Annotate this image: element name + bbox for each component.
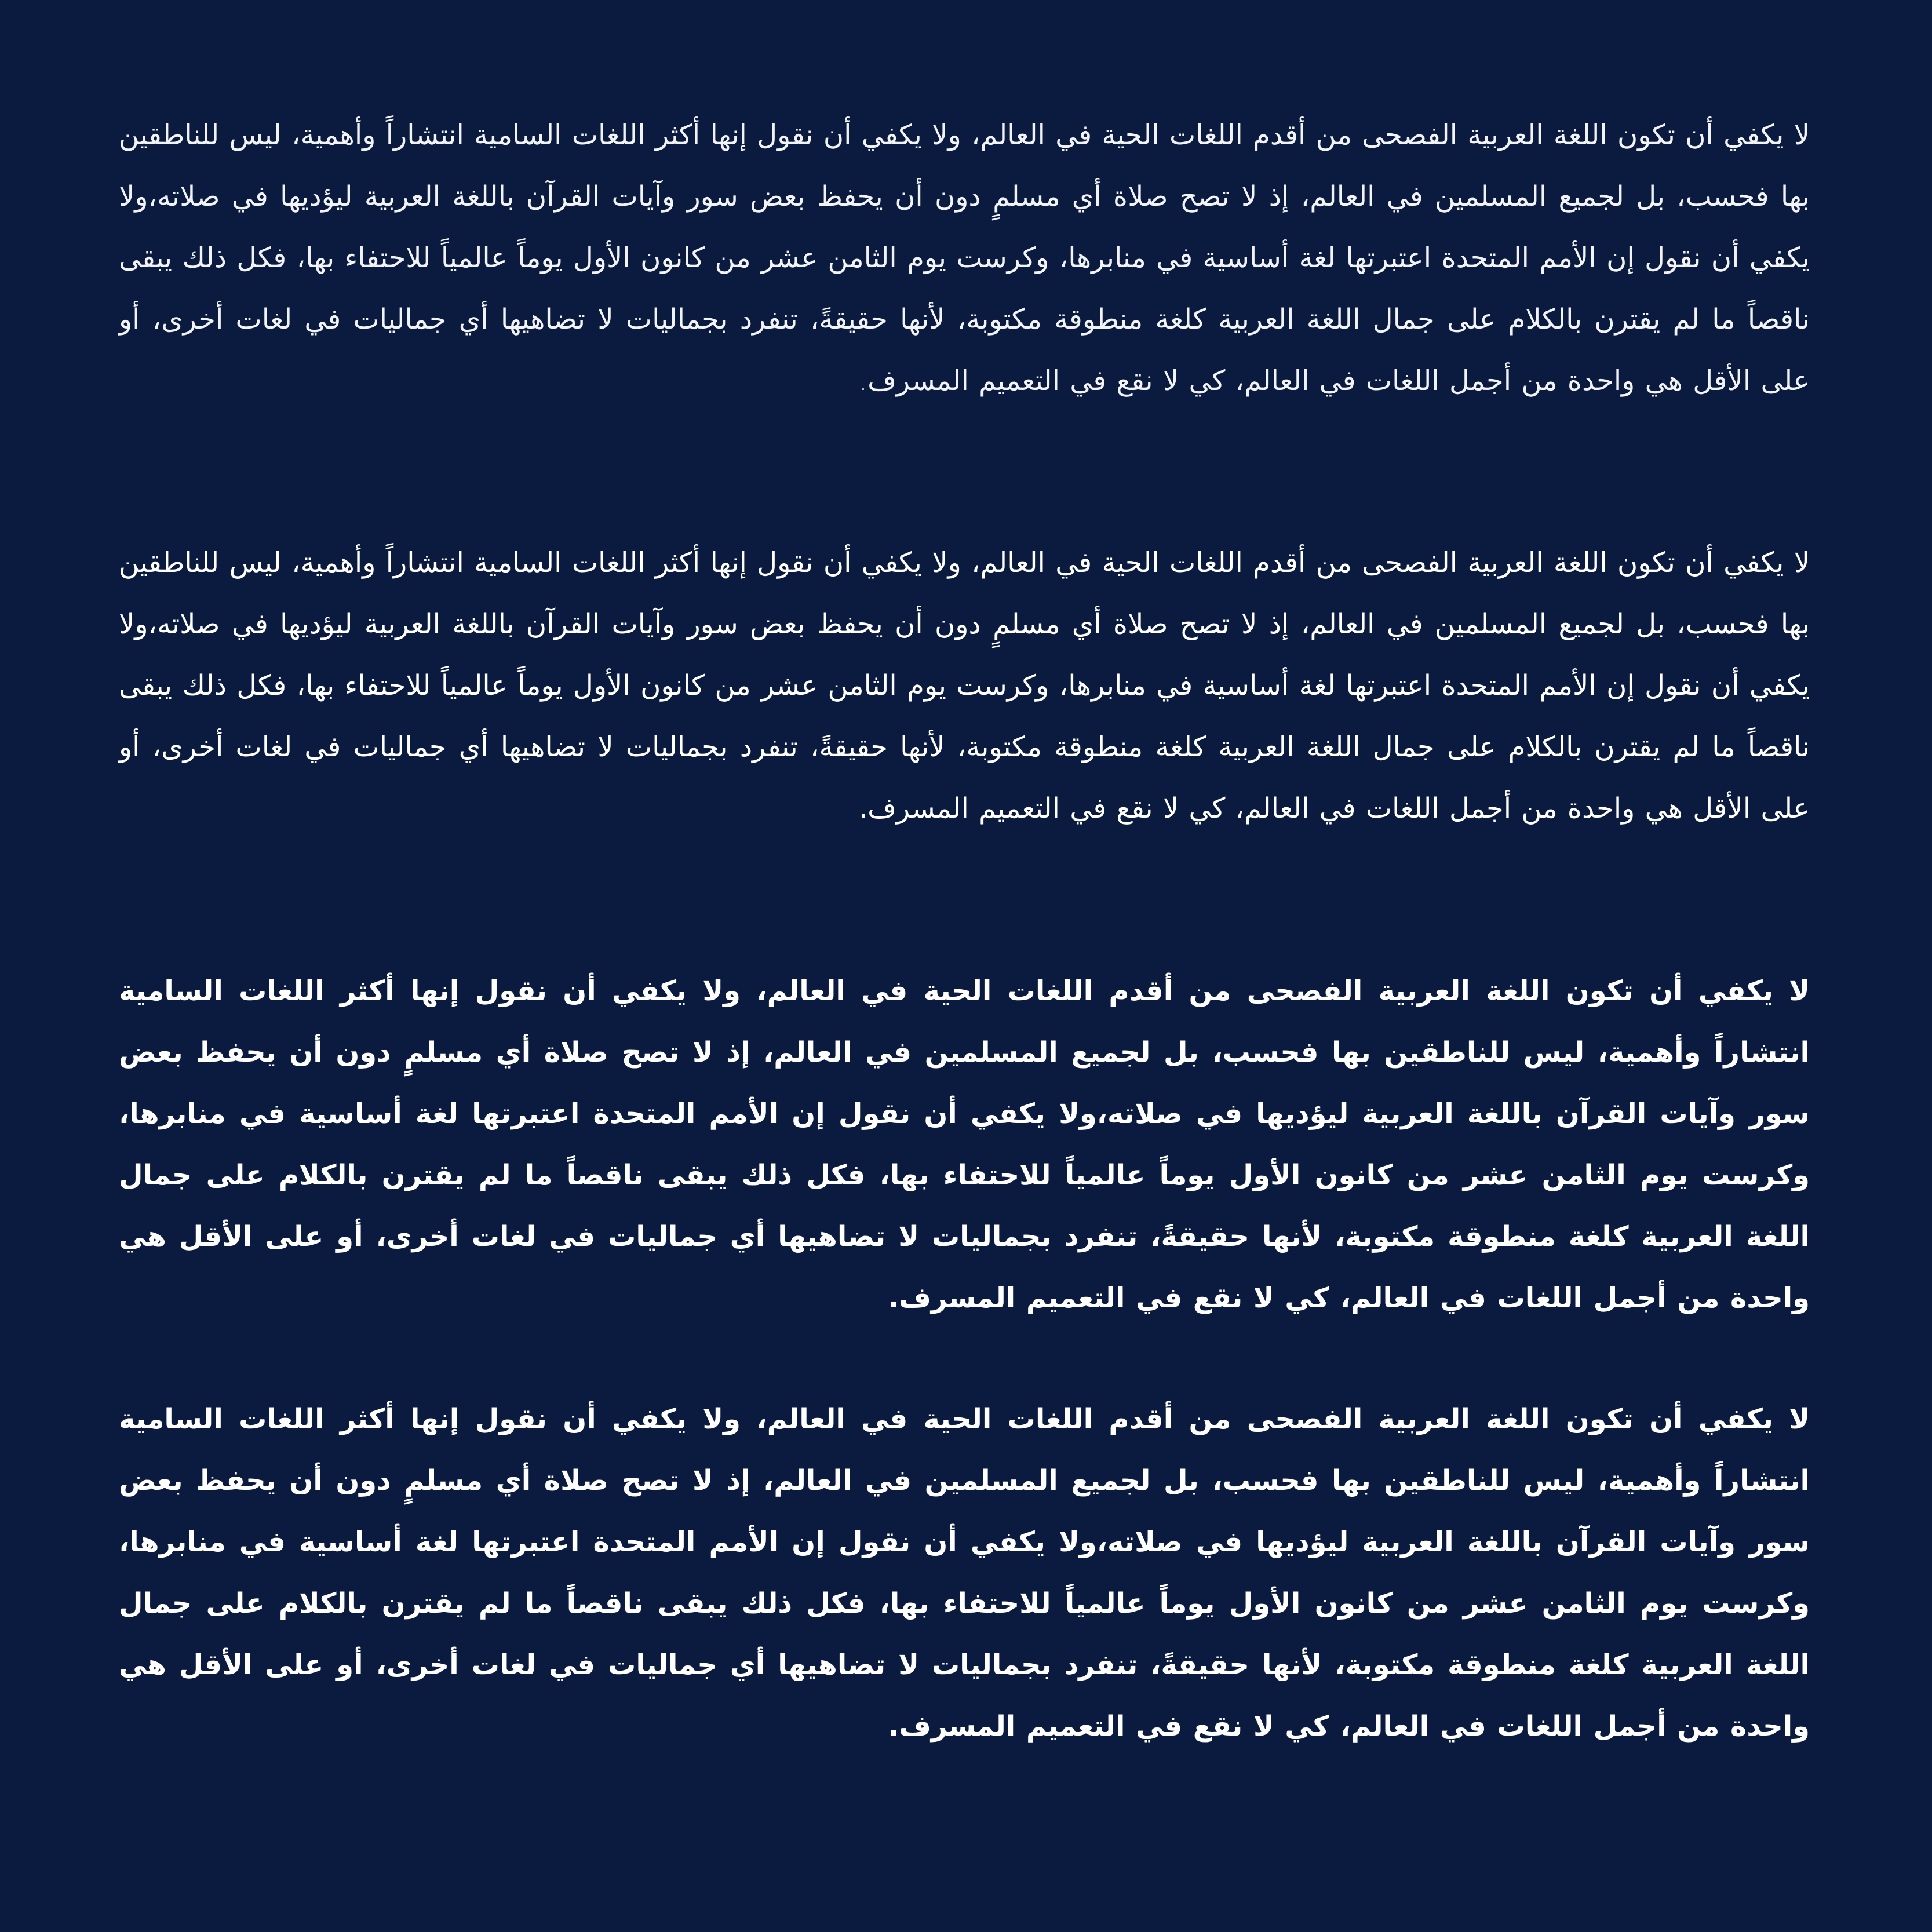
paragraph-semibold: لا يكفي أن تكون اللغة العربية الفصحى من أقدم اللغات الحية في العالم، ولا يكفي أن نقول إنها أكثر اللغات السامية انتشاراً وأهمية، ليس للناطقين بها فحسب، بل لجميع المسلمين في العالم، إذ لا تصح صلاة أي مسلمٍ دون أن يحفظ بعض سور وآيات القرآن باللغة العربية ليؤديها في صلاته،ولا يكفي أن نقول إن الأمم المتحدة اعتبرتها لغة أساسية في منابرها، وكرست يوم الثامن عشر من كانون الأول يوماً عالمياً للاحتفاء بها، فكل ذلك يبقى ناقصاً ما لم يقترن بالكلام على جمال اللغة العربية كلغة منطوقة مكتوبة، لأنها حقيقةً، تنفرد بجماليات لا تضاهيها أي جماليات في لغات أخرى، أو على الأقل هي واحدة من أجمل اللغات في العالم، كي لا نقع في التعميم المسرف. — [119, 975, 1810, 1314]
paragraph-regular: لا يكفي أن تكون اللغة العربية الفصحى من أقدم اللغات الحية في العالم، ولا يكفي أن نقول إنها أكثر اللغات السامية انتشاراً وأهمية، ليس للناطقين بها فحسب، بل لجميع المسلمين في العالم، إذ لا تصح صلاة أي مسلمٍ دون أن يحفظ بعض سور وآيات القرآن باللغة العربية ليؤديها في صلاته،ولا يكفي أن نقول إن الأمم المتحدة اعتبرتها لغة أساسية في منابرها، وكرست يوم الثامن عشر من كانون الأول يوماً عالمياً للاحتفاء بها، فكل ذلك يبقى ناقصاً ما لم يقترن بالكلام على جمال اللغة العربية كلغة منطوقة مكتوبة، لأنها حقيقةً، تنفرد بجماليات لا تضاهيها أي جماليات في لغات أخرى، أو على الأقل هي واحدة من أجمل اللغات في العالم، كي لا نقع في التعميم المسرف. — [119, 546, 1810, 825]
paragraph-light: لا يكفي أن تكون اللغة العربية الفصحى من أقدم اللغات الحية في العالم، ولا يكفي أن نقول إنها أكثر اللغات السامية انتشاراً وأهمية، ليس للناطقين بها فحسب، بل لجميع المسلمين في العالم، إذ لا تصح صلاة أي مسلمٍ دون أن يحفظ بعض سور وآيات القرآن باللغة العربية ليؤديها في صلاته،ولا يكفي أن نقول إن الأمم المتحدة اعتبرتها لغة أساسية في منابرها، وكرست يوم الثامن عشر من كانون الأول يوماً عالمياً للاحتفاء بها، فكل ذلك يبقى ناقصاً ما لم يقترن بالكلام على جمال اللغة العربية كلغة منطوقة مكتوبة، لأنها حقيقةً، تنفرد بجماليات لا تضاهيها أي جماليات في لغات أخرى، أو على الأقل هي واحدة من أجمل اللغات في العالم، كي لا نقع في التعميم المسرف. — [119, 119, 1810, 397]
paragraph-bold: لا يكفي أن تكون اللغة العربية الفصحى من أقدم اللغات الحية في العالم، ولا يكفي أن نقول إنها أكثر اللغات السامية انتشاراً وأهمية، ليس للناطقين بها فحسب، بل لجميع المسلمين في العالم، إذ لا تصح صلاة أي مسلمٍ دون أن يحفظ بعض سور وآيات القرآن باللغة العربية ليؤديها في صلاته،ولا يكفي أن نقول إن الأمم المتحدة اعتبرتها لغة أساسية في منابرها، وكرست يوم الثامن عشر من كانون الأول يوماً عالمياً للاحتفاء بها، فكل ذلك يبقى ناقصاً ما لم يقترن بالكلام على جمال اللغة العربية كلغة منطوقة مكتوبة، لأنها حقيقةً، تنفرد بجماليات لا تضاهيها أي جماليات في لغات أخرى، أو على الأقل هي واحدة من أجمل اللغات في العالم، كي لا نقع في التعميم المسرف. — [119, 1403, 1810, 1743]
